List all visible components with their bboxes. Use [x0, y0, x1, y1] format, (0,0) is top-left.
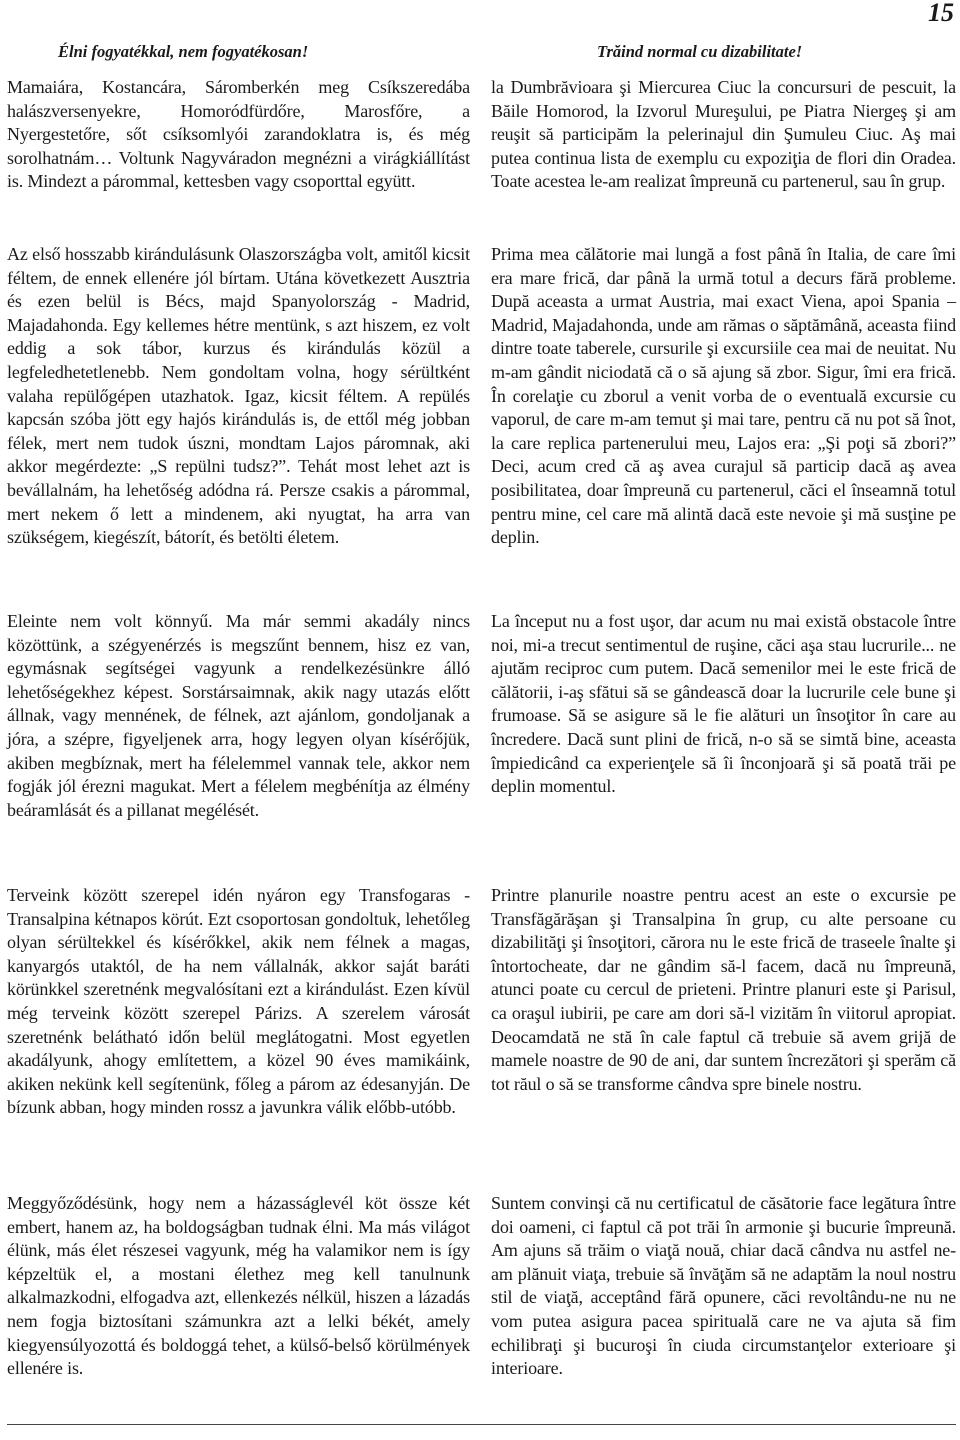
ro-paragraph-5: Suntem convinşi că nu certificatul de căsătorie face legătura între doi oameni, ci faptul că pot trăi în armonie şi bucurie împreună. Am ajuns să trăim o viaţă nouă, chiar dacă cândva nu astfel ne-am plănuit viaţa, trebuie să învăţăm să ne adaptăm la noul nostru stil de viaţă, acceptând fără opunere, căci revoltându-ne nu ne vom putea asigura pacea spirituală care ne va ajuta să fim echilibraţi şi bucuroşi în ciuda circumstanţelor exterioare şi interioare.: [491, 1193, 956, 1379]
hu-paragraph-4: Terveink között szerepel idén nyáron egy Transfogaras - Transalpina kétnapos körút. Ezt csoportosan gondoltuk, lehetőleg olyan sérültekkel és kísérőkkel, akik nem félnek a magas, kanyargós utaktól, de ha nem vállalnák, akkor saját baráti körünkkel szeretnénk megvalósítani ezt a kirándulást. Ezen kívül még terveink között szerepel Párizs. A szerelem városát szeretnénk belátható időn belül meglátogatni. Most egyetlen akadályunk, ahogy említettem, a közel 90 éves mamikáink, akiken nekünk kell segítenünk, főleg a párom az édesanyján. De bízunk abban, hogy minden rossz a javunkra válik előbb-utóbb.: [7, 885, 470, 1118]
page-number: 15: [928, 0, 954, 27]
ro-paragraph-2: Prima mea călătorie mai lungă a fost până în Italia, de care îmi era mare frică, dar până la urmă totul a decurs fără probleme. După aceasta a urmat Austria, mai exact Viena, apoi Spania – Madrid, Majadahonda, unde am rămas o săptămână, aceasta fiind dintre toate taberele, cursurile şi excursiile cea mai de neuitat. Nu m-am gândit niciodată că o să ajung să zbor. Sigur, îmi era frică. În corelaţie cu zborul a venit vorba de o eventuală excursie cu vaporul, de care m-am temut şi mai tare, pentru că nu pot să înot, la care replica partenerului meu, Lajos era: „Şi poţi să zbori?” Deci, acum cred că aş avea curajul să particip dacă aş avea posibilitatea, doar împreună cu partenerul, căci el înseamnă totul pentru mine, cel care mă alintă dacă este nevoie şi mă susţine pe deplin.: [491, 244, 956, 548]
hu-paragraph-1: Mamaiára, Kostancára, Sáromberkén meg Csíkszeredába halászversenyekre, Homoródfürdőre, Marosfőre, a Nyergestetőre, sőt csíksomlyói zarandoklatra is, és még sorolhatnám… Voltunk Nagyváradon megnézni a virágkiállítást is. Mindezt a párommal, kettesben vagy csoporttal együtt.: [7, 77, 470, 192]
ro-paragraph-4: Printre planurile noastre pentru acest an este o excursie pe Transfăgărăşan şi Transalpina în grup, cu alte persoane cu dizabilităţi şi însoţitori, cărora nu le este frică de traseele înalte şi întortocheate, dar ne gândim să-l facem, dacă nu împreună, atunci poate cu cercul de prieteni. Printre planuri este şi Parisul, ca oraşul iubirii, pe care am dori să-l vizităm în viitorul apropiat. Deocamdată ne stă în cale faptul că trebuie să avem grijă de mamele noastre de 90 de ani, dar suntem încrezători şi sperăm că tot răul o să se transforme cândva spre binele nostru.: [491, 885, 956, 1094]
hu-paragraph-3: Eleinte nem volt könnyű. Ma már semmi akadály nincs közöttünk, a szégyenérzés is megszűnt bennem, hisz ez van, egymásnak segítségei vagyunk a rendelkezésünkre álló lehetőségekhez képest. Sorstársaimnak, akik nagy utazás előtt állnak, vagy mennének, de félnek, azt ajánlom, gondoljanak a jóra, a szépre, figyeljenek arra, hogy legyen olyan kísérőjük, akiben megbíznak, mert ha félelemmel vannak tele, akkor nem fogják jól érezni magukat. Mert a félelem megbénítja az élmény beáramlását és a pillanat megélését.: [7, 611, 470, 820]
bottom-rule: [7, 1424, 956, 1425]
running-head-romanian: Trăind normal cu dizabilitate!: [597, 42, 803, 61]
hu-paragraph-5: Meggyőződésünk, hogy nem a házasságlevél köt össze két embert, hanem az, ha boldogságban tudnak élni. Ma más világot élünk, más élet részesei vagyunk, még ha valamikor nem is így képzeltük el, a mostani élethez meg kell tanulnunk alkalmazkodni, elfogadva azt, ellenkezés nélkül, hiszen a lázadás nem fogja biztosítani számunkra azt a lelki békét, amely kiegyensúlyozottá és boldoggá tehet, a külső-belső körülmények ellenére is.: [7, 1193, 470, 1379]
ro-paragraph-1: la Dumbrăvioara şi Miercurea Ciuc la concursuri de pescuit, la Băile Homorod, la Izvorul Mureşului, pe Piatra Niergeş şi am reuşit să participăm la pelerinajul din Şumuleu Ciuc. Aş mai putea continua lista de exemplu cu expoziţia de flori din Oradea. Toate acestea le-am realizat împreună cu partenerul, sau în grup.: [491, 77, 956, 192]
hu-paragraph-2: Az első hosszabb kirándulásunk Olaszországba volt, amitől kicsit féltem, de ennek ellenére jól bírtam. Utána következett Ausztria és ezen belül is Bécs, majd Spanyolország - Madrid, Majadahonda. Egy kellemes hétre mentünk, s azt hiszem, ez volt eddig a sok tábor, kurzus és kirándulás közül a legfeledhetetlenebb. Nem gondoltam volna, hogy sérültként valaha repülőgépen utazhatok. Igaz, kicsit féltem. A repülés kapcsán szóba jött egy hajós kirándulás is, de ettől még jobban félek, mert nem tudok úszni, mondtam Lajos páromnak, aki akkor megérdezte: „S repülni tudsz?”. Tehát most lehet azt is bevállalnám, ha lehetőség adódna rá. Persze csakis a párommal, mert nekem ő lett a mindenem, aki nyugtat, ha arra van szükségem, kiegészít, bátorít, és betölti életem.: [7, 244, 470, 548]
ro-paragraph-3: La început nu a fost uşor, dar acum nu mai există obstacole între noi, mi-a trecut sentimentul de ruşine, căci aşa stau lucrurile... ne ajutăm reciproc cum putem. Dacă semenilor mei le este frică de călătorii, i-aş sfătui să se gândească doar la lucrurile cele bune şi frumoase. Să se asigure să le fie alături un însoţitor în care au încredere. Dacă sunt plini de frică, n-o să se simtă bine, aceasta împiedicând ca experienţele să îi înconjoară şi să poată trăi pe deplin momentul.: [491, 611, 956, 797]
running-head-hungarian: Élni fogyatékkal, nem fogyatékosan!: [58, 42, 309, 61]
